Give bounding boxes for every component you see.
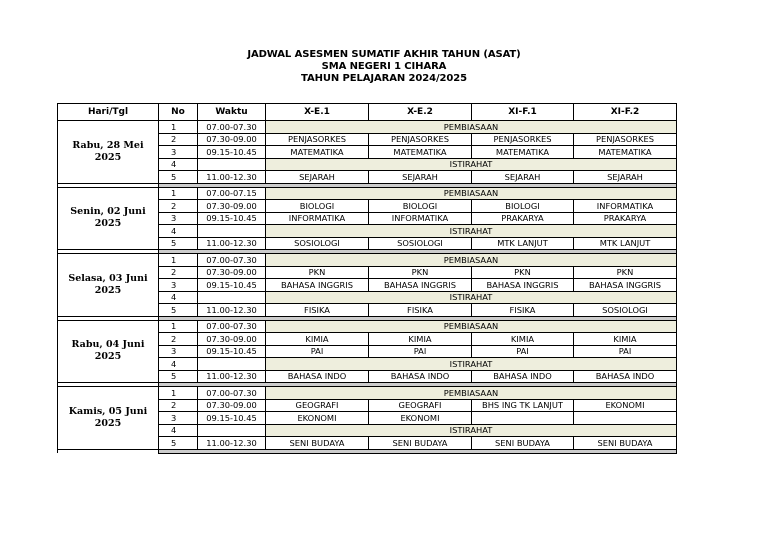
time-cell: 07.00-07.30 [198,254,266,267]
subject-cell: SOSIOLOGI [574,304,677,317]
subject-cell: BAHASA INDO [574,370,677,383]
time-cell: 07.30-09.00 [198,399,266,412]
subject-cell: SENI BUDAYA [266,437,369,450]
subject-cell: SENI BUDAYA [472,437,574,450]
document-header [0,49,768,85]
subject-cell: PKN [369,266,472,279]
subject-cell: MATEMATIKA [574,146,677,159]
time-cell: 07.00-07.30 [198,387,266,400]
subject-cell: MATEMATIKA [266,146,369,159]
subject-cell: PENJASORKES [266,133,369,146]
column-header: XI-F.1 [472,104,574,121]
subject-cell: KIMIA [369,333,472,346]
day-date-cell: Rabu, 28 Mei 2025 [58,121,159,184]
subject-cell: MATEMATIKA [369,146,472,159]
subject-cell: INFORMATIKA [266,212,369,225]
schedule-table [57,103,677,454]
merged-activity-cell: PEMBIASAAN [266,320,677,333]
subject-cell: PENJASORKES [472,133,574,146]
subject-cell: PENJASORKES [369,133,472,146]
session-number: 5 [159,171,198,184]
subject-cell: BIOLOGI [369,200,472,213]
column-header: Waktu [198,104,266,121]
subject-cell: PKN [574,266,677,279]
subject-cell: EKONOMI [574,399,677,412]
subject-cell: SENI BUDAYA [369,437,472,450]
subject-cell: BAHASA INDO [472,370,574,383]
subject-cell: INFORMATIKA [369,212,472,225]
time-cell: 07.00-07.30 [198,320,266,333]
merged-activity-cell: ISTIRAHAT [266,291,677,304]
subject-cell: MTK LANJUT [472,237,574,250]
time-cell: 09.15-10.45 [198,412,266,425]
time-cell: 07.30-09.00 [198,333,266,346]
time-cell: 09.15-10.45 [198,345,266,358]
separator-bar [159,449,677,453]
session-number: 4 [159,225,198,238]
day-date-cell: Senin, 02 Juni 2025 [58,187,159,250]
merged-activity-cell: ISTIRAHAT [266,358,677,371]
subject-cell: KIMIA [574,333,677,346]
session-number: 3 [159,279,198,292]
subject-cell: FISIKA [369,304,472,317]
session-number: 4 [159,424,198,437]
subject-cell: BAHASA INGGRIS [574,279,677,292]
subject-cell: PRAKARYA [574,212,677,225]
subject-cell: BAHASA INDO [369,370,472,383]
session-number: 5 [159,437,198,450]
subject-cell: BAHASA INGGRIS [266,279,369,292]
table-row [58,320,677,333]
subject-cell: MTK LANJUT [574,237,677,250]
subject-cell: PRAKARYA [472,212,574,225]
session-number: 3 [159,146,198,159]
column-header: No [159,104,198,121]
session-number: 1 [159,187,198,200]
separator-blank-cell [58,449,159,453]
subject-cell: PKN [472,266,574,279]
merged-activity-cell: PEMBIASAAN [266,121,677,134]
subject-cell [574,412,677,425]
column-header: Hari/Tgl [58,104,159,121]
session-number: 5 [159,237,198,250]
session-number: 2 [159,133,198,146]
subject-cell: FISIKA [472,304,574,317]
subject-cell: PENJASORKES [574,133,677,146]
time-cell: 11.00-12.30 [198,171,266,184]
subject-cell: SEJARAH [266,171,369,184]
subject-cell: MATEMATIKA [472,146,574,159]
session-number: 1 [159,320,198,333]
column-header: X-E.1 [266,104,369,121]
merged-activity-cell: PEMBIASAAN [266,254,677,267]
subject-cell: SOSIOLOGI [369,237,472,250]
time-cell: 09.15-10.45 [198,279,266,292]
table-row [58,387,677,400]
time-cell: 11.00-12.30 [198,304,266,317]
time-cell [198,225,266,238]
subject-cell: SEJARAH [574,171,677,184]
session-number: 1 [159,121,198,134]
subject-cell: FISIKA [266,304,369,317]
session-number: 4 [159,291,198,304]
time-cell: 07.30-09.00 [198,133,266,146]
session-number: 1 [159,254,198,267]
time-cell: 09.15-10.45 [198,212,266,225]
session-number: 2 [159,266,198,279]
subject-cell: BAHASA INGGRIS [472,279,574,292]
session-number: 2 [159,333,198,346]
title-line-1: JADWAL ASESMEN SUMATIF AKHIR TAHUN (ASAT) [247,49,521,60]
subject-cell: BAHASA INDO [266,370,369,383]
subject-cell: SEJARAH [472,171,574,184]
subject-cell: BHS ING TK LANJUT [472,399,574,412]
subject-cell: BIOLOGI [266,200,369,213]
title-line-3: TAHUN PELAJARAN 2024/2025 [301,73,467,84]
time-cell [198,424,266,437]
subject-cell: GEOGRAFI [266,399,369,412]
time-cell: 11.00-12.30 [198,370,266,383]
merged-activity-cell: PEMBIASAAN [266,187,677,200]
time-cell [198,291,266,304]
subject-cell: KIMIA [266,333,369,346]
subject-cell: SEJARAH [369,171,472,184]
merged-activity-cell: PEMBIASAAN [266,387,677,400]
subject-cell: SENI BUDAYA [574,437,677,450]
subject-cell [472,412,574,425]
table-header-row [58,104,677,121]
time-cell: 07.30-09.00 [198,200,266,213]
table-row [58,121,677,134]
subject-cell: SOSIOLOGI [266,237,369,250]
session-number: 4 [159,158,198,171]
subject-cell: INFORMATIKA [574,200,677,213]
subject-cell: EKONOMI [266,412,369,425]
session-number: 2 [159,200,198,213]
day-separator-row [58,449,677,453]
subject-cell: KIMIA [472,333,574,346]
title-line-2: SMA NEGERI 1 CIHARA [321,61,447,72]
column-header: X-E.2 [369,104,472,121]
day-date-cell: Rabu, 04 Juni 2025 [58,320,159,383]
merged-activity-cell: ISTIRAHAT [266,424,677,437]
column-header: XI-F.2 [574,104,677,121]
table-row [58,187,677,200]
session-number: 3 [159,345,198,358]
time-cell [198,158,266,171]
time-cell: 07.00-07.15 [198,187,266,200]
session-number: 5 [159,304,198,317]
time-cell: 07.00-07.30 [198,121,266,134]
time-cell: 11.00-12.30 [198,237,266,250]
session-number: 3 [159,212,198,225]
subject-cell: PAI [266,345,369,358]
subject-cell: GEOGRAFI [369,399,472,412]
subject-cell: PKN [266,266,369,279]
merged-activity-cell: ISTIRAHAT [266,158,677,171]
time-cell: 11.00-12.30 [198,437,266,450]
time-cell [198,358,266,371]
day-date-cell: Kamis, 05 Juni 2025 [58,387,159,450]
subject-cell: PAI [369,345,472,358]
merged-activity-cell: ISTIRAHAT [266,225,677,238]
schedule-body [58,121,677,454]
session-number: 3 [159,412,198,425]
session-number: 2 [159,399,198,412]
subject-cell: BAHASA INGGRIS [369,279,472,292]
time-cell: 09.15-10.45 [198,146,266,159]
day-date-cell: Selasa, 03 Juni 2025 [58,254,159,317]
time-cell: 07.30-09.00 [198,266,266,279]
subject-cell: BIOLOGI [472,200,574,213]
subject-cell: EKONOMI [369,412,472,425]
session-number: 4 [159,358,198,371]
subject-cell: PAI [472,345,574,358]
session-number: 5 [159,370,198,383]
subject-cell: PAI [574,345,677,358]
session-number: 1 [159,387,198,400]
table-row [58,254,677,267]
